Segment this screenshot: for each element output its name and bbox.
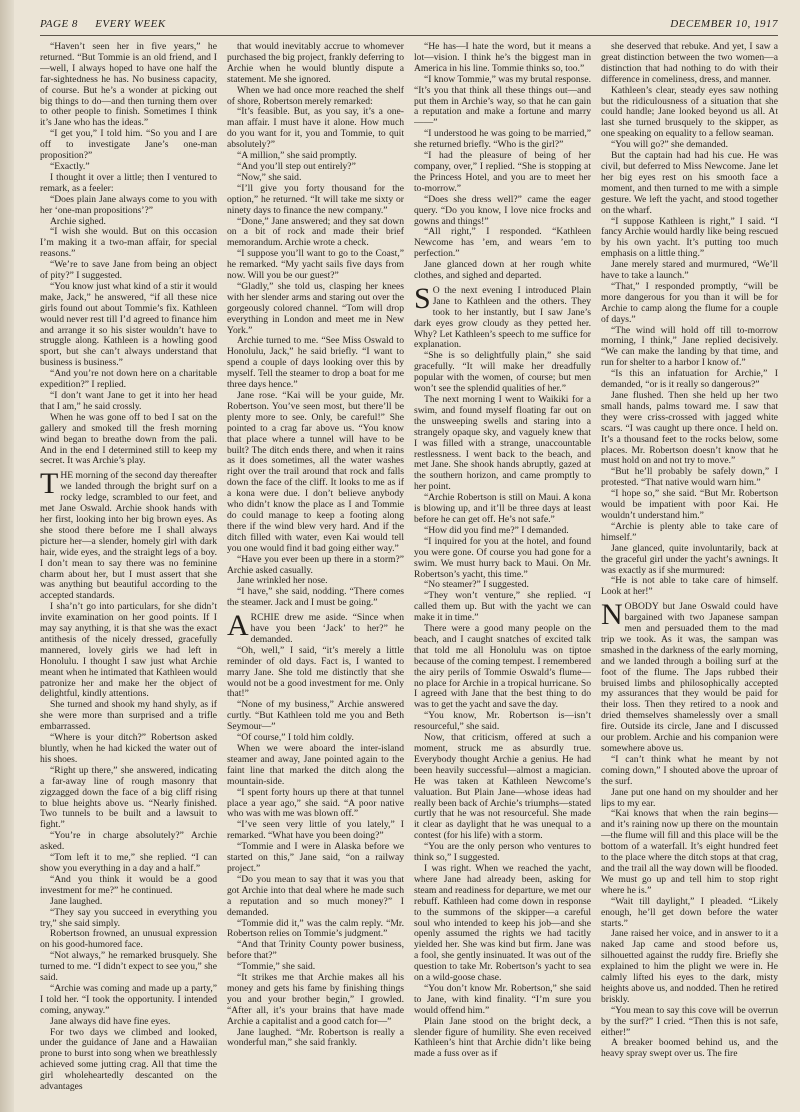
paragraph: “And you’ll step out entirely?” — [237, 160, 356, 172]
paragraph: “The wind will hold off till to-morrow morning, I think,” Jane replied decisively. “We can make the landing by that time, and run for shelter to a harbor I know of.” — [601, 324, 778, 369]
paragraph: “They say you succeed in everything you try,” she said simply. — [40, 906, 217, 929]
paragraph: There were a good many people on the beach, and I caught snatches of excited talk that told me all Honolulu was on tiptoe because of the coming tempest. I remembered the airy perils of Tommie Oswald’s flume—no place for Archie in a tropical hurricane. So I agreed with Jane that the best thing to do was to get the yacht and save the day. — [414, 623, 591, 711]
paragraph: “Tommie did it,” was the calm reply. “Mr. Robertson relies on Tommie’s judgment.” — [227, 917, 404, 940]
paragraph: “And you think it would be a good investment for me?” he continued. — [40, 873, 217, 896]
paragraph: “Of course,” I told him coldly. — [237, 732, 354, 744]
paragraph: “I get you,” I told him. “So you and I are off to investigate Jane’s one-man proposition?” — [40, 128, 217, 162]
paragraph: Jane laughed. “Mr. Robertson is really a wonderful man,” she said frankly. — [227, 1026, 404, 1049]
paragraph: “I can’t think what he meant by not coming down,” I shouted above the uproar of the surf. — [601, 753, 778, 787]
paragraph: “No steamer?” I suggested. — [424, 579, 529, 591]
paragraph: “I wish she would. But on this occasion I’m making it a two-man affair, for special reasons.” — [40, 226, 217, 260]
paragraph: “It strikes me that Archie makes all his money and gets his fame by finishing things you and your brother begin,” I growled. “After all, it’s your brains that have made Archie a capitalist and a good catch for—” — [227, 972, 404, 1027]
paragraph: “You know just what kind of a stir it would make, Jack,” he answered, “if all these nice girls found out about Tommie’s fix. Kathleen would never rest till I’d agreed to finance him and arrange it so his sister wouldn’t have to struggle along. Kathleen is a howling good sport, but she can’t always understand that business is business.” — [40, 280, 217, 369]
paragraph: “And you’re not down here on a charitable expedition?” I replied. — [40, 368, 217, 391]
text-column-2 — [227, 42, 404, 1102]
header-rule — [40, 35, 778, 36]
paragraph: “Do you mean to say that it was you that got Archie into that deal where he made such a reputation and so much money?” I demanded. — [227, 873, 404, 918]
paragraph: ARCHIE drew me aside. “Since when have you been ‘Jack’ to her?” he demanded. — [227, 609, 404, 645]
paragraph: I thought it over a little; then I ventured to remark, as a feeler: — [40, 171, 217, 194]
paragraph: “They won’t venture,” she replied. “I called them up. But with the yacht we can make it in time.” — [414, 590, 591, 624]
paragraph: “But he’ll probably be safely down,” I protested. “That native would warn him.” — [601, 466, 778, 489]
paragraph: “I don’t want Jane to get it into her head that I am,” he said crossly. — [40, 390, 217, 412]
paragraph: I sha’n’t go into particulars, for she didn’t invite examination on her good points. If I may say anything, it is that she was the exact antithesis of the nicely dressed, gracefully mannered, lovely girls we had left in Honolulu. I thought I saw just what Archie meant when he intimated that Kathleen would patronize her and make her the object of delightful, kindly attentions. — [40, 601, 217, 700]
paragraph: “You know, Mr. Robertson is—isn’t resourceful,” she said. — [414, 710, 591, 733]
paragraph: “Haven’t seen her in five years,” he returned. “But Tommie is an old friend, and I—well, I always hoped to have one half the far-sightedness he has. No business capacity, of course. But he’s a wonder at picking out big things to do—and then turning them over to other people to finish. Sometimes I think it’s Jane who has the ideas.” — [40, 42, 217, 129]
article-body — [40, 42, 778, 1102]
paragraph: “Does she dress well?” came the eager query. “Do you know, I love nice frocks and gowns and things!” — [414, 193, 591, 227]
text-column-1 — [40, 42, 217, 1102]
paragraph: “Tommie and I were in Alaska before we started on this,” Jane said, “on a railway project.” — [227, 841, 404, 874]
paragraph: NOBODY but Jane Oswald could have bargained with two Japanese sampan men and persuaded them to the mad trip we took. As it was, the sampan was smashed in the darkness of the early morning, and we landed through a boiling surf at the foot of the flume. The Japs rubbed their bruised limbs and philosophically accepted my assurances that they would be paid for their loss. Then they retired to a nook and dried themselves shamelessly over a small fire. Outside its circle, Jane and I discussed our problem. Archie and his companion were somewhere above us. — [601, 598, 778, 754]
paragraph: “Gladly,” she told us, clasping her knees with her slender arms and staring out over the gorgeously colored channel. “Tom will drop everything in London and meet me in New York.” — [227, 280, 404, 336]
paragraph: “Done,” Jane answered; and they sat down on a bit of rock and made their brief memorandum. Archie wrote a check. — [227, 215, 404, 249]
paragraph: Plain Jane stood on the bright deck, a slender figure of humility. She even received Kathleen’s hint that Archie didn’t like being made a fuss over as if — [414, 1015, 591, 1060]
paragraph: “He has—I hate the word, but it means a lot—vision. I think he’s the biggest man in America in his line. Tommie thinks so, too.” — [414, 42, 591, 74]
paragraph: Now, that criticism, offered at such a moment, struck me as absurdly true. Everybody thought Archie a genius. He had been heavily successful—almost a magician. He was taken at Kathleen Newcome’s valuation. But Plain Jane—whose ideas had really been back of Archie’s triumphs—stated curtly that he was not resourceful. She made it clear as daylight that he was unequal to a contest (for his life) with a storm. — [414, 732, 591, 842]
paragraph: “Exactly.” — [50, 160, 90, 172]
magazine-title: EVERY WEEK — [95, 18, 166, 30]
paragraph: “I suppose you’ll want to go to the Coast,” he remarked. “My yacht sails five days from now. Will you be our guest?” — [227, 248, 404, 282]
paragraph: “I inquired for you at the hotel, and found you were gone. Of course you had gone for a swim. We must hurry back to Maui. On Mr. Robertson’s yacht, this time.” — [414, 535, 591, 580]
paragraph: “I spent forty hours up there at that tunnel place a year ago,” she said. “A poor native who was with me was blown off.” — [227, 786, 404, 820]
paragraph: “Tom left it to me,” she replied. “I can show you everything in a day and a half.” — [40, 852, 217, 874]
paragraph: “I had the pleasure of being of her company, over,” I replied. “She is stopping at the Princess Hotel, and you are to meet her to-morrow.” — [414, 150, 591, 194]
paragraph: SO the next evening I introduced Plain Jane to Kathleen and the others. They took to her instantly, but I saw Jane’s dark eyes grow cloudy as they petted her. Why? Let Kathleen’s speech to me suffice for explanation. — [414, 281, 591, 351]
paragraph: “Wait till daylight,” I pleaded. “Likely enough, he’ll get down before the water starts.” — [601, 895, 778, 929]
paragraph: Jane flushed. Then she held up her two small hands, palms toward me. I saw that they were criss-crossed with jagged white scars. “I was caught up there once. I held on. It’s a thousand feet to the rocks below, some places. Mr. Robertson doesn’t know that he must hold on and not try to move.” — [601, 390, 778, 467]
text-column-4 — [601, 42, 778, 1102]
paragraph: For two days we climbed and looked, under the guidance of Jane and a Hawaiian prone to burst into song when we breathlessly achieved some jutting crag. All that time the girl wholeheartedly descanted on the advantages — [40, 1026, 217, 1093]
paragraph: “Tommie,” she said. — [237, 961, 316, 973]
paragraph: “I suppose Kathleen is right,” I said. “I fancy Archie would hardly like being rescued by his own yacht. It’s putting too much emphasis on a little thing.” — [601, 215, 778, 260]
paragraph: Archie turned to me. “See Miss Oswald to Honolulu, Jack,” he said briefly. “I want to spend a couple of days looking over this by myself. Tell the steamer to drop a boat for me three days hence.” — [227, 335, 404, 391]
paragraph: Jane glanced, quite involuntarily, back at the graceful girl under the yacht’s awnings. It was exactly as if she murmured: — [601, 542, 778, 576]
paragraph: “I understood he was going to be married,” she returned briefly. “Who is the girl?” — [414, 128, 591, 151]
paragraph: “I hope so,” she said. “But Mr. Robertson would be impatient with poor Kai. He wouldn’t understand him.” — [601, 488, 778, 521]
paragraph: that would inevitably accrue to whomever purchased the big project, frankly deferring to Archie when he would bluntly dispute a statement. Me she ignored. — [227, 42, 404, 85]
paragraph: “I’ll give you forty thousand for the option,” he returned. “It will take me sixty or ninety days to finance the new company.” — [227, 182, 404, 216]
paragraph: “You don’t know Mr. Robertson,” she said to Jane, with kind finality. “I’m sure you would offend him.” — [414, 982, 591, 1016]
paragraph: “You will go?” she demanded. — [611, 139, 729, 151]
text-column-3 — [414, 42, 591, 1102]
paragraph: Jane rose. “Kai will be your guide, Mr. Robertson. You’ve seen most, but there’ll be plenty more to see. Only, be careful!” She pointed to a crag far above us. “You know that place where a tunnel will have to be built? The ditch ends there, and when it rains as it does sometimes, all the water washes right over the trail around that rock and falls down the face of the cliff. It looks to me as if a kona were due. I don’t believe anybody who didn’t know the place as I and Tommie do could manage to keep a footing along there if the wind blew very hard. And if the ditch filled with water, even Kai would tell you one would find it bad going either way.” — [227, 390, 404, 554]
paragraph: A breaker boomed behind us, and the heavy spray swept over us. The fire — [601, 1037, 778, 1060]
paragraph: “You are the only person who ventures to think so,” I suggested. — [414, 841, 591, 864]
paragraph: Jane raised her voice, and in answer to it a naked Jap came and stood before us, silhouetted against the ruddy fire. Briefly she explained to him the plight we were in. He calmly lifted his eyes to the dark, misty heights above us, and nodded. Then he retired briskly. — [601, 928, 778, 1005]
paragraph: She turned and shook my hand shyly, as if she were more than surprised and a trifle embarrassed. — [40, 699, 217, 733]
paragraph: “Archie was coming and made up a party,” I told her. “I took the opportunity. I intended coming, anyway.” — [40, 982, 217, 1016]
paragraph: Robertson frowned, an unusual expression on his good-humored face. — [40, 928, 217, 951]
paragraph: Archie sighed. — [50, 215, 106, 227]
paragraph: “Where is your ditch?” Robertson asked bluntly, when he had kicked the water out of his shoes. — [40, 732, 217, 765]
paragraph: Kathleen’s clear, steady eyes saw nothing but the ridiculousness of a situation that she could handle; Jane looked beyond us all. At last she turned brusquely to the skipper, as one speaking on equality to a fellow seaman. — [601, 84, 778, 140]
issue-date: DECEMBER 10, 1917 — [670, 18, 778, 30]
paragraph: “I’ve seen very little of you lately,” I remarked. “What have you been doing?” — [227, 819, 404, 842]
paragraph: Jane laughed. — [50, 895, 103, 907]
paragraph: “I have,” she said, nodding. “There comes the steamer. Jack and I must be going.” — [227, 586, 404, 609]
paragraph: The next morning I went to Waikiki for a swim, and found myself floating far out on the unsweeping swells and staring into a strangely opaque sky, and vaguely knew that I was filled with a strange, unaccountable restlessness. I went back to the beach, and met Jane. She shook hands abruptly, gazed at the southern horizon, and came promptly to her point. — [414, 394, 591, 493]
paragraph: “A million,” she said promptly. — [237, 150, 357, 162]
paragraph: Jane merely stared and murmured, “We’ll have to take a launch.” — [601, 259, 778, 282]
paragraph: “How did you find me?” I demanded. — [424, 524, 569, 536]
paragraph: “Does plain Jane always come to you with her ‘one-man propositions’?” — [40, 193, 217, 216]
paragraph: When we had once more reached the shelf of shore, Robertson merely remarked: — [227, 84, 404, 107]
paragraph: “Right up there,” she answered, indicating a far-away line of rough masonry that zigzagged down the face of a big cliff rising to blue heights above us. “Nearly finished. Two tunnels to be built and a lawsuit to fight.” — [40, 764, 217, 831]
paragraph: “Archie Robertson is still on Maui. A kona is blowing up, and it’ll be three days at least before he can get off. He’s not safe.” — [414, 492, 591, 525]
paragraph: “It’s feasible. But, as you say, it’s a one-man affair. I must have it alone. How much do you want for it, you and Tommie, to quit absolutely?” — [227, 106, 404, 151]
paragraph: “We’re to save Jane from being an object of pity?” I suggested. — [40, 259, 217, 282]
paragraph: “That,” I responded promptly, “will be more dangerous for you than it will be for Archie to camp along the flume for a couple of days.” — [601, 280, 778, 325]
paragraph: Jane glanced down at her rough white clothes, and sighed and departed. — [414, 259, 591, 282]
paragraph: “You mean to say this cove will be overrun by the surf?” I cried. “Then this is not safe, either!” — [601, 1004, 778, 1038]
paragraph: Jane wrinkled her nose. — [237, 575, 328, 587]
paragraph: “She is so delightfully plain,” she said gracefully. “It will make her dreadfully popular with the women, of course; but men won’t see the splendid qualities of her.” — [414, 350, 591, 395]
running-header — [40, 18, 778, 32]
paragraph: “All right,” I responded. “Kathleen Newcome has ’em, and wears ’em to perfection.” — [414, 226, 591, 260]
page-binding-edge — [0, 0, 14, 1112]
paragraph: “Now,” she said. — [237, 171, 302, 183]
paragraph: “You’re in charge absolutely?” Archie asked. — [40, 830, 217, 853]
paragraph: she deserved that rebuke. And yet, I saw a great distinction between the two women—a distinction that had nothing to do with their difference in comeliness, dress, and manner. — [601, 42, 778, 85]
paragraph: Jane always did have fine eyes. — [50, 1015, 171, 1027]
paragraph: “Kai knows that when the rain begins—and it’s raining now up there on the mountain—the flume will fill and this place will be the bottom of a waterfall. It’s eight hundred feet to the place where the ditch stops at that crag, and the trail all the way down will be flooded. We must go up and tell him to stop right where he is.” — [601, 808, 778, 896]
paragraph: “Oh, well,” I said, “it’s merely a little reminder of old days. Fact is, I wanted to marry Jane. She told me distinctly that she would not be a good investment for me. Only that!” — [227, 644, 404, 700]
paragraph: I was right. When we reached the yacht, where Jane had already been, asking for steam and readiness for departure, we met our rebuff. Kathleen had come down in response to the summons of the skipper—a careful soul who intended to keep his job—and she openly assumed the rights we had tacitly yielded her. She was kind but firm. Jane was a fool, she gently insinuated. It was out of the question to take Mr. Robertson’s yacht to sea on a wild-goose chase. — [414, 862, 591, 984]
paragraph: “Not always,” he remarked brusquely. She turned to me. “I didn’t expect to see you,” she said. — [40, 950, 217, 984]
paragraph: THE morning of the second day thereafter we landed through the bright surf on a rocky ledge, scrambled to our feet, and met Jane Oswald. Archie shook hands with her first, looking into her big brown eyes. As she stood there before me I shall always picture her—a slender, homely girl with dark hair, wide eyes, and the straight legs of a boy. I don’t mean to say there was no feminine charm about her, but I must assert that she was anything but beautiful according to the accepted standards. — [40, 467, 217, 602]
paragraph: “Archie is plenty able to take care of himself.” — [601, 520, 778, 543]
paragraph: “And that Trinity County power business, before that?” — [227, 939, 404, 962]
paragraph: When we were aboard the inter-island steamer and away, Jane pointed again to the faint line that marked the ditch along the mountain-side. — [227, 743, 404, 787]
paragraph: But the captain had had his cue. He was civil, but deferred to Miss Newcome. Jane let her big eyes rest on his smooth face a moment, and then turned to me with a simple gesture. We left the yacht, and stood together on the wharf. — [601, 150, 778, 216]
paragraph: “Have you ever been up there in a storm?” Archie asked casually. — [227, 553, 404, 576]
paragraph: “I know Tommie,” was my brutal response. “It’s you that think all these things out—and put them in Archie’s way, so that he can gain a reputation and make a fortune and marry——” — [414, 73, 591, 129]
paragraph: “He is not able to take care of himself. Look at her!” — [601, 575, 778, 598]
paragraph: “Is this an infatuation for Archie,” I demanded, “or is it really so dangerous?” — [601, 368, 778, 391]
page-label: PAGE 8 — [40, 18, 78, 30]
paragraph: Jane put one hand on my shoulder and her lips to my ear. — [601, 786, 778, 809]
paragraph: “None of my business,” Archie answered curtly. “But Kathleen told me you and Beth Seymour—” — [227, 699, 404, 733]
paragraph: When he was gone off to bed I sat on the gallery and smoked till the fresh morning wind began to breathe down from the pali. And in the end I determined still to keep my secret. It was Archie’s play. — [40, 411, 217, 467]
